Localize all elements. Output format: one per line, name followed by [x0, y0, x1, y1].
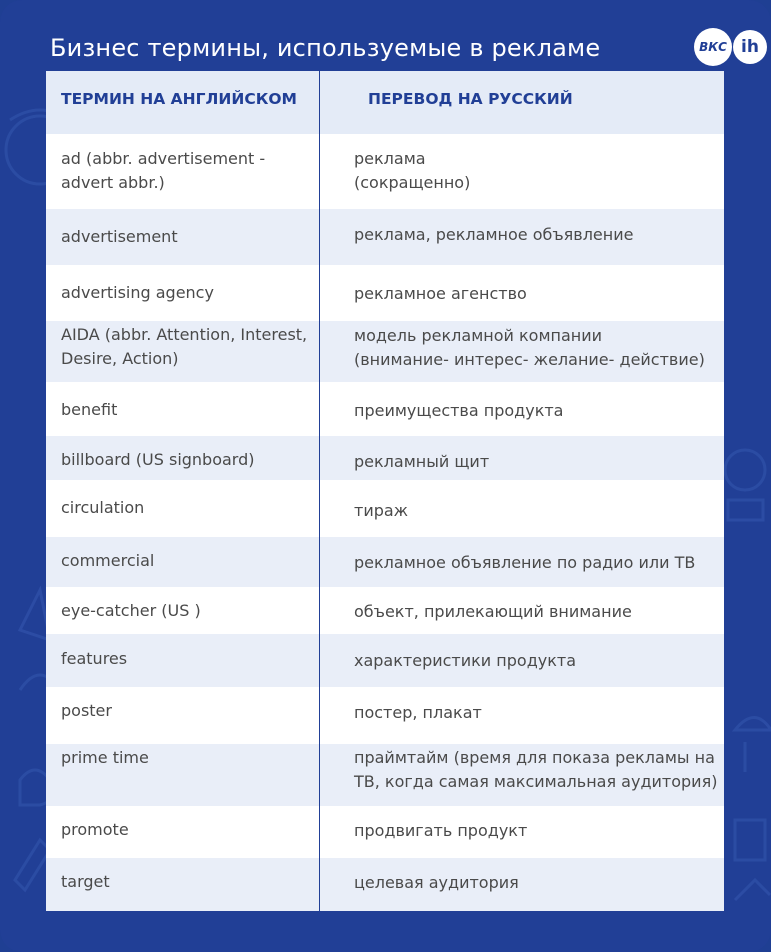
table-row — [46, 634, 724, 687]
terms-table — [46, 71, 724, 911]
term-english: circulation — [61, 498, 145, 517]
term-russian: преимущества продукта — [354, 401, 564, 420]
table-row — [46, 806, 724, 858]
table-row — [46, 209, 724, 265]
term-english: advertising agency — [61, 283, 214, 302]
term-english: billboard (US signboard) — [61, 450, 255, 469]
term-russian: реклама (сокращенно) — [354, 149, 471, 192]
term-english: features — [61, 649, 128, 668]
term-english: ad (abbr. advertisement - advert abbr.) — [61, 149, 266, 192]
term-english: prime time — [61, 748, 149, 767]
term-english: target — [61, 872, 110, 891]
term-english: poster — [61, 701, 112, 720]
term-english: commercial — [61, 551, 155, 570]
table-row — [46, 382, 724, 436]
term-english: benefit — [61, 400, 118, 419]
table-row — [46, 587, 724, 634]
table-row — [46, 480, 724, 537]
page-title: Бизнес термины, используемые в рекламе — [50, 34, 601, 62]
term-english: promote — [61, 820, 129, 839]
term-russian: модель рекламной компании (внимание- интерес- желание- действие) — [354, 326, 705, 369]
term-english: eye-catcher (US ) — [61, 601, 201, 620]
table-row — [46, 537, 724, 587]
term-russian: рекламное объявление по радио или ТВ — [354, 553, 696, 572]
bkc-logo: ВКС — [694, 28, 732, 66]
table-row — [46, 321, 724, 382]
table-header — [46, 71, 724, 134]
table-row — [46, 265, 724, 321]
table-row — [46, 436, 724, 480]
column-header-russian: ПЕРЕВОД НА РУССКИЙ — [368, 90, 573, 108]
term-russian: тираж — [354, 501, 409, 520]
term-russian: рекламное агенство — [354, 284, 527, 303]
term-russian: целевая аудитория — [354, 873, 519, 892]
term-russian: характеристики продукта — [354, 651, 577, 670]
table-row — [46, 687, 724, 744]
term-russian: праймтайм (время для показа рекламы на ТВ, когда самая максимальная аудитория) — [354, 748, 718, 791]
term-russian: объект, прилекающий внимание — [354, 602, 632, 621]
table-row — [46, 744, 724, 806]
term-english: advertisement — [61, 227, 178, 246]
term-russian: продвигать продукт — [354, 821, 528, 840]
column-header-english: ТЕРМИН НА АНГЛИЙСКОМ — [61, 90, 297, 108]
term-russian: реклама, рекламное объявление — [354, 225, 634, 244]
table-row — [46, 134, 724, 209]
term-english: AIDA (abbr. Attention, Interest, Desire, Action) — [61, 325, 308, 368]
ih-logo: ih — [733, 30, 767, 64]
table-row — [46, 858, 724, 911]
column-divider — [319, 71, 320, 911]
term-russian: постер, плакат — [354, 703, 482, 722]
term-russian: рекламный щит — [354, 452, 490, 471]
